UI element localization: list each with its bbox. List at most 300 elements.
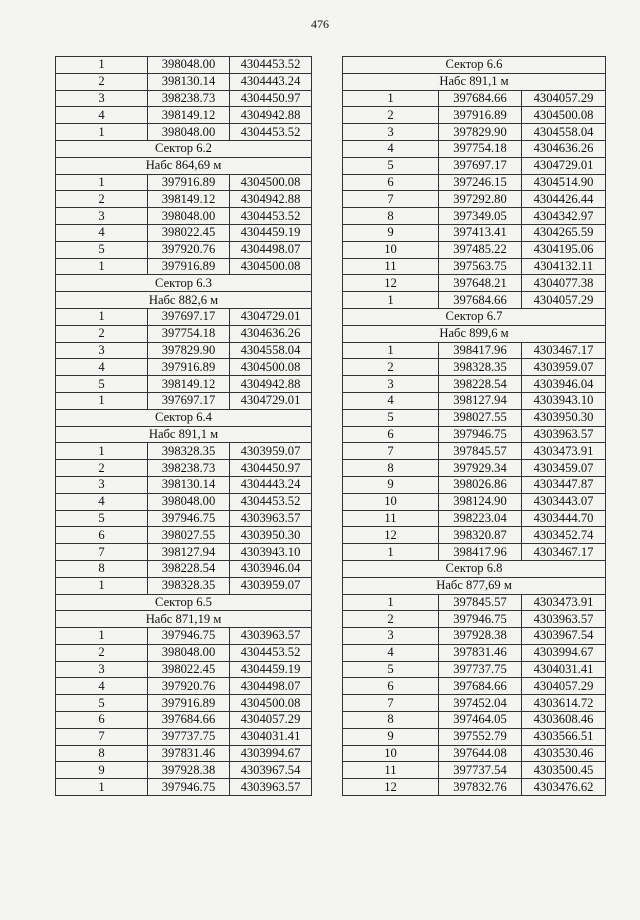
y-coordinate: 4304453.52 <box>230 644 312 661</box>
y-coordinate: 4303467.17 <box>522 342 606 359</box>
y-coordinate: 4303530.46 <box>522 745 606 762</box>
point-number: 5 <box>343 157 439 174</box>
sector-title-row <box>343 560 606 577</box>
point-number: 1 <box>56 577 148 594</box>
sector-elevation-row <box>56 426 312 443</box>
coordinates-table-left <box>55 56 312 796</box>
sector-elevation: Набс 891,1 м <box>56 426 312 443</box>
coordinate-row <box>343 493 606 510</box>
x-coordinate: 397831.46 <box>439 644 522 661</box>
point-number: 12 <box>343 275 439 292</box>
point-number: 5 <box>56 695 148 712</box>
coordinate-row <box>343 695 606 712</box>
y-coordinate: 4303994.67 <box>230 745 312 762</box>
x-coordinate: 398328.35 <box>439 359 522 376</box>
x-coordinate: 397563.75 <box>439 258 522 275</box>
y-coordinate: 4304942.88 <box>230 191 312 208</box>
point-number: 3 <box>343 376 439 393</box>
y-coordinate: 4303943.10 <box>230 544 312 561</box>
x-coordinate: 398022.45 <box>148 661 230 678</box>
x-coordinate: 397829.90 <box>148 342 230 359</box>
y-coordinate: 4303963.57 <box>230 628 312 645</box>
x-coordinate: 397644.08 <box>439 745 522 762</box>
point-number: 5 <box>343 409 439 426</box>
coordinate-row <box>343 376 606 393</box>
coordinate-row <box>343 392 606 409</box>
coordinates-table-right <box>342 56 606 796</box>
point-number: 5 <box>56 376 148 393</box>
point-number: 1 <box>343 594 439 611</box>
y-coordinate: 4304057.29 <box>522 292 606 309</box>
y-coordinate: 4303566.51 <box>522 728 606 745</box>
coordinate-row <box>56 493 312 510</box>
y-coordinate: 4304729.01 <box>230 308 312 325</box>
y-coordinate: 4303950.30 <box>522 409 606 426</box>
x-coordinate: 397916.89 <box>148 695 230 712</box>
x-coordinate: 397754.18 <box>439 140 522 157</box>
point-number: 7 <box>343 443 439 460</box>
y-coordinate: 4303967.54 <box>230 762 312 779</box>
sector-title-row <box>56 275 312 292</box>
x-coordinate: 397831.46 <box>148 745 230 762</box>
y-coordinate: 4303963.57 <box>522 611 606 628</box>
point-number: 9 <box>343 728 439 745</box>
x-coordinate: 398130.14 <box>148 73 230 90</box>
x-coordinate: 397697.17 <box>148 392 230 409</box>
y-coordinate: 4303443.07 <box>522 493 606 510</box>
point-number: 4 <box>343 644 439 661</box>
point-number: 6 <box>343 426 439 443</box>
y-coordinate: 4304558.04 <box>522 124 606 141</box>
point-number: 1 <box>56 392 148 409</box>
y-coordinate: 4304942.88 <box>230 376 312 393</box>
x-coordinate: 398027.55 <box>148 527 230 544</box>
x-coordinate: 397920.76 <box>148 241 230 258</box>
point-number: 3 <box>56 90 148 107</box>
x-coordinate: 398048.00 <box>148 57 230 74</box>
sector-title: Сектор 6.2 <box>56 140 312 157</box>
point-number: 11 <box>343 258 439 275</box>
point-number: 4 <box>343 140 439 157</box>
coordinate-row <box>343 157 606 174</box>
point-number: 9 <box>343 224 439 241</box>
sector-title-row <box>343 308 606 325</box>
x-coordinate: 397946.75 <box>439 611 522 628</box>
point-number: 2 <box>56 644 148 661</box>
y-coordinate: 4304500.08 <box>230 359 312 376</box>
x-coordinate: 397946.75 <box>148 510 230 527</box>
y-coordinate: 4304453.52 <box>230 124 312 141</box>
coordinate-row <box>343 661 606 678</box>
y-coordinate: 4304031.41 <box>522 661 606 678</box>
x-coordinate: 397946.75 <box>148 628 230 645</box>
coordinate-row <box>343 140 606 157</box>
x-coordinate: 398048.00 <box>148 124 230 141</box>
point-number: 2 <box>343 611 439 628</box>
x-coordinate: 398130.14 <box>148 476 230 493</box>
point-number: 3 <box>343 628 439 645</box>
y-coordinate: 4304265.59 <box>522 224 606 241</box>
point-number: 1 <box>343 292 439 309</box>
point-number: 8 <box>343 460 439 477</box>
x-coordinate: 398238.73 <box>148 90 230 107</box>
coordinate-row <box>56 728 312 745</box>
coordinate-row <box>343 409 606 426</box>
coordinate-row <box>56 342 312 359</box>
x-coordinate: 398127.94 <box>148 544 230 561</box>
y-coordinate: 4303452.74 <box>522 527 606 544</box>
coordinate-row <box>56 678 312 695</box>
coordinate-row <box>56 779 312 796</box>
x-coordinate: 397928.38 <box>439 628 522 645</box>
point-number: 7 <box>56 544 148 561</box>
sector-elevation: Набс 877,69 м <box>343 577 606 594</box>
y-coordinate: 4303447.87 <box>522 476 606 493</box>
point-number: 3 <box>56 661 148 678</box>
x-coordinate: 398149.12 <box>148 376 230 393</box>
point-number: 3 <box>56 476 148 493</box>
coordinate-row <box>343 443 606 460</box>
point-number: 5 <box>56 510 148 527</box>
y-coordinate: 4303473.91 <box>522 594 606 611</box>
x-coordinate: 398048.00 <box>148 493 230 510</box>
x-coordinate: 398022.45 <box>148 224 230 241</box>
y-coordinate: 4303614.72 <box>522 695 606 712</box>
point-number: 5 <box>56 241 148 258</box>
y-coordinate: 4304443.24 <box>230 476 312 493</box>
y-coordinate: 4304636.26 <box>230 325 312 342</box>
sector-title-row <box>56 409 312 426</box>
y-coordinate: 4304498.07 <box>230 241 312 258</box>
coordinate-row <box>56 510 312 527</box>
point-number: 8 <box>56 560 148 577</box>
coordinate-row <box>56 174 312 191</box>
y-coordinate: 4303959.07 <box>230 443 312 460</box>
x-coordinate: 398048.00 <box>148 208 230 225</box>
point-number: 2 <box>56 460 148 477</box>
x-coordinate: 398328.35 <box>148 443 230 460</box>
coordinate-row <box>343 594 606 611</box>
y-coordinate: 4304057.29 <box>230 712 312 729</box>
coordinate-row <box>343 275 606 292</box>
y-coordinate: 4303500.45 <box>522 762 606 779</box>
point-number: 7 <box>343 695 439 712</box>
x-coordinate: 397697.17 <box>148 308 230 325</box>
coordinate-row <box>343 342 606 359</box>
coordinate-row <box>343 107 606 124</box>
coordinate-row <box>56 224 312 241</box>
coordinate-row <box>56 577 312 594</box>
x-coordinate: 397684.66 <box>148 712 230 729</box>
point-number: 4 <box>56 359 148 376</box>
coordinate-row <box>343 174 606 191</box>
y-coordinate: 4304077.38 <box>522 275 606 292</box>
y-coordinate: 4303946.04 <box>230 560 312 577</box>
coordinate-row <box>56 376 312 393</box>
x-coordinate: 397845.57 <box>439 594 522 611</box>
point-number: 6 <box>343 678 439 695</box>
sector-elevation-row <box>343 325 606 342</box>
sector-title: Сектор 6.8 <box>343 560 606 577</box>
coordinate-row <box>56 644 312 661</box>
x-coordinate: 397737.75 <box>148 728 230 745</box>
x-coordinate: 397413.41 <box>439 224 522 241</box>
coordinate-row <box>56 359 312 376</box>
y-coordinate: 4304636.26 <box>522 140 606 157</box>
coordinate-row <box>343 426 606 443</box>
y-coordinate: 4304453.52 <box>230 208 312 225</box>
point-number: 9 <box>343 476 439 493</box>
point-number: 1 <box>56 308 148 325</box>
point-number: 1 <box>56 628 148 645</box>
point-number: 1 <box>56 258 148 275</box>
y-coordinate: 4303994.67 <box>522 644 606 661</box>
x-coordinate: 397485.22 <box>439 241 522 258</box>
point-number: 1 <box>343 544 439 561</box>
x-coordinate: 397832.76 <box>439 779 522 796</box>
coordinate-row <box>343 124 606 141</box>
sector-title: Сектор 6.3 <box>56 275 312 292</box>
y-coordinate: 4303959.07 <box>522 359 606 376</box>
point-number: 1 <box>343 90 439 107</box>
x-coordinate: 397829.90 <box>439 124 522 141</box>
coordinate-row <box>343 712 606 729</box>
coordinate-row <box>56 460 312 477</box>
y-coordinate: 4303950.30 <box>230 527 312 544</box>
coordinate-row <box>56 712 312 729</box>
coordinate-row <box>56 560 312 577</box>
coordinate-row <box>56 241 312 258</box>
coordinate-row <box>56 527 312 544</box>
x-coordinate: 397920.76 <box>148 678 230 695</box>
point-number: 8 <box>56 745 148 762</box>
sector-elevation-row <box>56 157 312 174</box>
point-number: 8 <box>343 712 439 729</box>
y-coordinate: 4304514.90 <box>522 174 606 191</box>
point-number: 1 <box>56 779 148 796</box>
y-coordinate: 4304459.19 <box>230 224 312 241</box>
coordinate-row <box>343 611 606 628</box>
point-number: 11 <box>343 510 439 527</box>
y-coordinate: 4303963.57 <box>522 426 606 443</box>
point-number: 11 <box>343 762 439 779</box>
coordinate-row <box>343 191 606 208</box>
x-coordinate: 397684.66 <box>439 678 522 695</box>
x-coordinate: 397928.38 <box>148 762 230 779</box>
y-coordinate: 4304558.04 <box>230 342 312 359</box>
coordinate-row <box>343 258 606 275</box>
x-coordinate: 398048.00 <box>148 644 230 661</box>
coordinate-row <box>56 661 312 678</box>
coordinate-row <box>343 644 606 661</box>
coordinate-row <box>343 745 606 762</box>
coordinate-row <box>343 241 606 258</box>
y-coordinate: 4304450.97 <box>230 460 312 477</box>
coordinate-row <box>343 510 606 527</box>
coordinate-row <box>56 762 312 779</box>
x-coordinate: 397292.80 <box>439 191 522 208</box>
sector-title: Сектор 6.5 <box>56 594 312 611</box>
y-coordinate: 4304342.97 <box>522 208 606 225</box>
coordinate-row <box>343 292 606 309</box>
point-number: 2 <box>56 191 148 208</box>
coordinate-row <box>56 124 312 141</box>
sector-elevation-row <box>56 611 312 628</box>
coordinate-row <box>343 90 606 107</box>
point-number: 4 <box>56 493 148 510</box>
coordinate-row <box>343 359 606 376</box>
point-number: 6 <box>56 527 148 544</box>
y-coordinate: 4303963.57 <box>230 510 312 527</box>
y-coordinate: 4303476.62 <box>522 779 606 796</box>
point-number: 1 <box>56 174 148 191</box>
x-coordinate: 398149.12 <box>148 191 230 208</box>
point-number: 1 <box>56 124 148 141</box>
coordinate-row <box>56 73 312 90</box>
x-coordinate: 397929.34 <box>439 460 522 477</box>
coordinate-row <box>343 460 606 477</box>
y-coordinate: 4304729.01 <box>230 392 312 409</box>
coordinate-row <box>56 476 312 493</box>
coordinate-row <box>56 325 312 342</box>
sector-elevation: Набс 899,6 м <box>343 325 606 342</box>
x-coordinate: 397845.57 <box>439 443 522 460</box>
sector-title-row <box>56 140 312 157</box>
y-coordinate: 4304453.52 <box>230 57 312 74</box>
coordinate-row <box>56 628 312 645</box>
y-coordinate: 4304057.29 <box>522 678 606 695</box>
y-coordinate: 4304942.88 <box>230 107 312 124</box>
coordinate-row <box>343 678 606 695</box>
point-number: 6 <box>56 712 148 729</box>
y-coordinate: 4304500.08 <box>230 695 312 712</box>
point-number: 3 <box>56 342 148 359</box>
y-coordinate: 4303946.04 <box>522 376 606 393</box>
x-coordinate: 397946.75 <box>439 426 522 443</box>
y-coordinate: 4303459.07 <box>522 460 606 477</box>
x-coordinate: 397916.89 <box>148 359 230 376</box>
x-coordinate: 398328.35 <box>148 577 230 594</box>
y-coordinate: 4304453.52 <box>230 493 312 510</box>
point-number: 3 <box>343 124 439 141</box>
x-coordinate: 398228.54 <box>148 560 230 577</box>
coordinate-row <box>56 107 312 124</box>
y-coordinate: 4304500.08 <box>230 258 312 275</box>
coordinate-row <box>56 443 312 460</box>
point-number: 4 <box>56 107 148 124</box>
y-coordinate: 4304450.97 <box>230 90 312 107</box>
point-number: 2 <box>343 107 439 124</box>
x-coordinate: 398149.12 <box>148 107 230 124</box>
coordinate-row <box>56 208 312 225</box>
point-number: 3 <box>56 208 148 225</box>
coordinate-row <box>343 544 606 561</box>
x-coordinate: 397737.54 <box>439 762 522 779</box>
x-coordinate: 398127.94 <box>439 392 522 409</box>
coordinate-row <box>56 392 312 409</box>
coordinate-row <box>56 745 312 762</box>
point-number: 12 <box>343 779 439 796</box>
point-number: 2 <box>56 325 148 342</box>
coordinate-row <box>343 476 606 493</box>
y-coordinate: 4303444.70 <box>522 510 606 527</box>
coordinate-row <box>343 728 606 745</box>
page-number: 476 <box>311 17 329 31</box>
point-number: 1 <box>56 57 148 74</box>
coordinate-row <box>343 224 606 241</box>
x-coordinate: 397946.75 <box>148 779 230 796</box>
point-number: 4 <box>56 678 148 695</box>
y-coordinate: 4303959.07 <box>230 577 312 594</box>
x-coordinate: 397754.18 <box>148 325 230 342</box>
x-coordinate: 397246.15 <box>439 174 522 191</box>
y-coordinate: 4304498.07 <box>230 678 312 695</box>
x-coordinate: 397697.17 <box>439 157 522 174</box>
sector-elevation-row <box>343 577 606 594</box>
coordinate-row <box>56 258 312 275</box>
x-coordinate: 397737.75 <box>439 661 522 678</box>
coordinate-row <box>56 90 312 107</box>
y-coordinate: 4303473.91 <box>522 443 606 460</box>
x-coordinate: 397552.79 <box>439 728 522 745</box>
sector-elevation: Набс 871,19 м <box>56 611 312 628</box>
coordinate-row <box>56 544 312 561</box>
y-coordinate: 4303467.17 <box>522 544 606 561</box>
y-coordinate: 4304500.08 <box>522 107 606 124</box>
point-number: 7 <box>343 191 439 208</box>
x-coordinate: 397684.66 <box>439 292 522 309</box>
x-coordinate: 397916.89 <box>439 107 522 124</box>
x-coordinate: 397684.66 <box>439 90 522 107</box>
x-coordinate: 398124.90 <box>439 493 522 510</box>
x-coordinate: 398026.86 <box>439 476 522 493</box>
point-number: 1 <box>56 443 148 460</box>
point-number: 1 <box>343 342 439 359</box>
point-number: 12 <box>343 527 439 544</box>
x-coordinate: 398417.96 <box>439 342 522 359</box>
y-coordinate: 4304057.29 <box>522 90 606 107</box>
point-number: 2 <box>56 73 148 90</box>
x-coordinate: 398238.73 <box>148 460 230 477</box>
sector-elevation: Набс 882,6 м <box>56 292 312 309</box>
x-coordinate: 398417.96 <box>439 544 522 561</box>
point-number: 10 <box>343 745 439 762</box>
coordinate-row <box>343 628 606 645</box>
point-number: 10 <box>343 493 439 510</box>
coordinate-row <box>56 191 312 208</box>
y-coordinate: 4304459.19 <box>230 661 312 678</box>
point-number: 8 <box>343 208 439 225</box>
coordinate-row <box>343 208 606 225</box>
point-number: 4 <box>56 224 148 241</box>
x-coordinate: 398320.87 <box>439 527 522 544</box>
point-number: 9 <box>56 762 148 779</box>
sector-title-row <box>56 594 312 611</box>
point-number: 2 <box>343 359 439 376</box>
x-coordinate: 397916.89 <box>148 174 230 191</box>
sector-elevation: Набс 891,1 м <box>343 73 606 90</box>
point-number: 5 <box>343 661 439 678</box>
coordinate-row <box>56 57 312 74</box>
x-coordinate: 397648.21 <box>439 275 522 292</box>
point-number: 7 <box>56 728 148 745</box>
y-coordinate: 4304729.01 <box>522 157 606 174</box>
coordinate-row <box>343 527 606 544</box>
sector-title: Сектор 6.6 <box>343 57 606 74</box>
sector-title: Сектор 6.7 <box>343 308 606 325</box>
sector-elevation-row <box>343 73 606 90</box>
x-coordinate: 398223.04 <box>439 510 522 527</box>
